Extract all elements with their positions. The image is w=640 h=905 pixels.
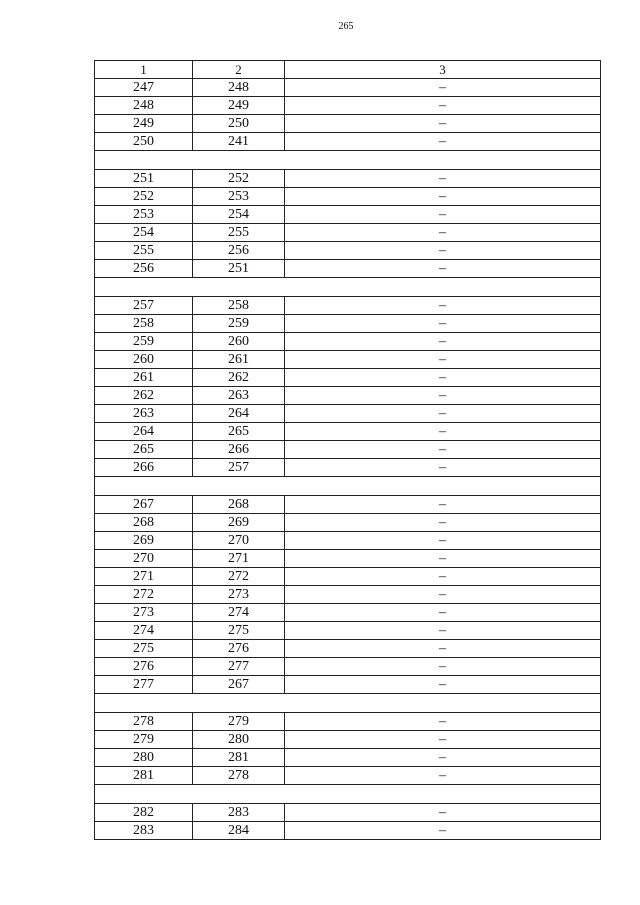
cell-col-1: 264 xyxy=(95,423,193,441)
cell-col-2: 267 xyxy=(193,676,285,694)
group-separator-row xyxy=(95,151,601,170)
cell-col-3: – xyxy=(285,441,601,459)
table-row xyxy=(95,405,601,423)
cell-col-2: 249 xyxy=(193,97,285,115)
cell-col-2: 253 xyxy=(193,188,285,206)
cell-col-1: 268 xyxy=(95,514,193,532)
cell-col-1: 250 xyxy=(95,133,193,151)
table-row xyxy=(95,387,601,405)
cell-col-2: 263 xyxy=(193,387,285,405)
cell-col-1: 275 xyxy=(95,640,193,658)
cell-col-1: 253 xyxy=(95,206,193,224)
cell-col-1: 259 xyxy=(95,333,193,351)
group-separator-cell xyxy=(95,694,601,713)
table-row xyxy=(95,188,601,206)
table-body xyxy=(95,61,601,840)
cell-col-1: 274 xyxy=(95,622,193,640)
cell-col-3: – xyxy=(285,260,601,278)
table-row xyxy=(95,532,601,550)
cell-col-1: 265 xyxy=(95,441,193,459)
cell-col-3: – xyxy=(285,315,601,333)
cell-col-3: – xyxy=(285,822,601,840)
table-row xyxy=(95,97,601,115)
cell-col-3: – xyxy=(285,188,601,206)
cell-col-2: 259 xyxy=(193,315,285,333)
cell-col-2: 256 xyxy=(193,242,285,260)
table-row xyxy=(95,622,601,640)
cell-col-2: 258 xyxy=(193,297,285,315)
cell-col-2: 251 xyxy=(193,260,285,278)
cell-col-3: – xyxy=(285,297,601,315)
group-separator-row xyxy=(95,278,601,297)
data-table xyxy=(94,60,601,840)
cell-col-2: 257 xyxy=(193,459,285,477)
cell-col-3: – xyxy=(285,224,601,242)
cell-col-1: 271 xyxy=(95,568,193,586)
column-header: 1 xyxy=(95,61,193,79)
group-separator-cell xyxy=(95,785,601,804)
cell-col-1: 251 xyxy=(95,170,193,188)
cell-col-3: – xyxy=(285,423,601,441)
cell-col-1: 272 xyxy=(95,586,193,604)
cell-col-2: 271 xyxy=(193,550,285,568)
cell-col-2: 274 xyxy=(193,604,285,622)
cell-col-3: – xyxy=(285,115,601,133)
cell-col-3: – xyxy=(285,351,601,369)
cell-col-3: – xyxy=(285,767,601,785)
table-row xyxy=(95,260,601,278)
cell-col-3: – xyxy=(285,532,601,550)
cell-col-2: 269 xyxy=(193,514,285,532)
table-row xyxy=(95,333,601,351)
cell-col-3: – xyxy=(285,369,601,387)
cell-col-1: 277 xyxy=(95,676,193,694)
cell-col-3: – xyxy=(285,133,601,151)
cell-col-3: – xyxy=(285,496,601,514)
table-row xyxy=(95,749,601,767)
table-row xyxy=(95,224,601,242)
cell-col-2: 272 xyxy=(193,568,285,586)
cell-col-1: 278 xyxy=(95,713,193,731)
table-row xyxy=(95,459,601,477)
cell-col-1: 273 xyxy=(95,604,193,622)
cell-col-2: 254 xyxy=(193,206,285,224)
cell-col-1: 257 xyxy=(95,297,193,315)
cell-col-3: – xyxy=(285,586,601,604)
table-row xyxy=(95,79,601,97)
page-number: 265 xyxy=(338,21,354,32)
cell-col-3: – xyxy=(285,170,601,188)
cell-col-2: 252 xyxy=(193,170,285,188)
cell-col-3: – xyxy=(285,242,601,260)
cell-col-2: 275 xyxy=(193,622,285,640)
cell-col-3: – xyxy=(285,749,601,767)
cell-col-1: 252 xyxy=(95,188,193,206)
cell-col-2: 284 xyxy=(193,822,285,840)
table-row xyxy=(95,713,601,731)
cell-col-3: – xyxy=(285,568,601,586)
table-row xyxy=(95,441,601,459)
table-row xyxy=(95,604,601,622)
cell-col-3: – xyxy=(285,459,601,477)
group-separator-row xyxy=(95,694,601,713)
cell-col-2: 276 xyxy=(193,640,285,658)
cell-col-1: 269 xyxy=(95,532,193,550)
cell-col-1: 258 xyxy=(95,315,193,333)
cell-col-2: 283 xyxy=(193,804,285,822)
table-row xyxy=(95,658,601,676)
group-separator-cell xyxy=(95,151,601,170)
cell-col-1: 261 xyxy=(95,369,193,387)
cell-col-3: – xyxy=(285,622,601,640)
cell-col-2: 262 xyxy=(193,369,285,387)
cell-col-2: 250 xyxy=(193,115,285,133)
cell-col-3: – xyxy=(285,804,601,822)
table-row xyxy=(95,550,601,568)
cell-col-2: 279 xyxy=(193,713,285,731)
cell-col-2: 255 xyxy=(193,224,285,242)
cell-col-1: 247 xyxy=(95,79,193,97)
cell-col-1: 260 xyxy=(95,351,193,369)
cell-col-3: – xyxy=(285,79,601,97)
table-row xyxy=(95,423,601,441)
cell-col-2: 248 xyxy=(193,79,285,97)
group-separator-cell xyxy=(95,278,601,297)
table-row xyxy=(95,568,601,586)
cell-col-2: 261 xyxy=(193,351,285,369)
cell-col-3: – xyxy=(285,97,601,115)
cell-col-2: 273 xyxy=(193,586,285,604)
table-row xyxy=(95,586,601,604)
cell-col-1: 270 xyxy=(95,550,193,568)
cell-col-2: 270 xyxy=(193,532,285,550)
cell-col-3: – xyxy=(285,550,601,568)
cell-col-2: 265 xyxy=(193,423,285,441)
cell-col-2: 264 xyxy=(193,405,285,423)
cell-col-3: – xyxy=(285,640,601,658)
table-row xyxy=(95,242,601,260)
cell-col-2: 241 xyxy=(193,133,285,151)
table-row xyxy=(95,822,601,840)
table-row xyxy=(95,676,601,694)
table-header-row xyxy=(95,61,601,79)
table-row xyxy=(95,315,601,333)
cell-col-3: – xyxy=(285,514,601,532)
cell-col-2: 260 xyxy=(193,333,285,351)
table-row xyxy=(95,804,601,822)
cell-col-3: – xyxy=(285,676,601,694)
cell-col-3: – xyxy=(285,713,601,731)
cell-col-1: 255 xyxy=(95,242,193,260)
table-row xyxy=(95,496,601,514)
cell-col-3: – xyxy=(285,333,601,351)
cell-col-1: 276 xyxy=(95,658,193,676)
cell-col-3: – xyxy=(285,604,601,622)
cell-col-3: – xyxy=(285,658,601,676)
cell-col-2: 281 xyxy=(193,749,285,767)
column-header: 2 xyxy=(193,61,285,79)
cell-col-1: 267 xyxy=(95,496,193,514)
table-row xyxy=(95,170,601,188)
cell-col-2: 280 xyxy=(193,731,285,749)
cell-col-3: – xyxy=(285,387,601,405)
group-separator-row xyxy=(95,477,601,496)
cell-col-1: 283 xyxy=(95,822,193,840)
table-row xyxy=(95,369,601,387)
group-separator-row xyxy=(95,785,601,804)
cell-col-1: 279 xyxy=(95,731,193,749)
table-row xyxy=(95,767,601,785)
cell-col-1: 248 xyxy=(95,97,193,115)
table-row xyxy=(95,514,601,532)
cell-col-1: 281 xyxy=(95,767,193,785)
cell-col-1: 256 xyxy=(95,260,193,278)
cell-col-3: – xyxy=(285,206,601,224)
cell-col-1: 282 xyxy=(95,804,193,822)
cell-col-1: 254 xyxy=(95,224,193,242)
group-separator-cell xyxy=(95,477,601,496)
cell-col-1: 249 xyxy=(95,115,193,133)
table-row xyxy=(95,115,601,133)
column-header: 3 xyxy=(285,61,601,79)
cell-col-1: 263 xyxy=(95,405,193,423)
table-row xyxy=(95,297,601,315)
table-row xyxy=(95,731,601,749)
table-row xyxy=(95,640,601,658)
cell-col-2: 266 xyxy=(193,441,285,459)
cell-col-3: – xyxy=(285,731,601,749)
cell-col-2: 278 xyxy=(193,767,285,785)
cell-col-2: 268 xyxy=(193,496,285,514)
table-row xyxy=(95,351,601,369)
cell-col-3: – xyxy=(285,405,601,423)
table-row xyxy=(95,133,601,151)
cell-col-2: 277 xyxy=(193,658,285,676)
cell-col-1: 280 xyxy=(95,749,193,767)
cell-col-1: 266 xyxy=(95,459,193,477)
table-row xyxy=(95,206,601,224)
cell-col-1: 262 xyxy=(95,387,193,405)
